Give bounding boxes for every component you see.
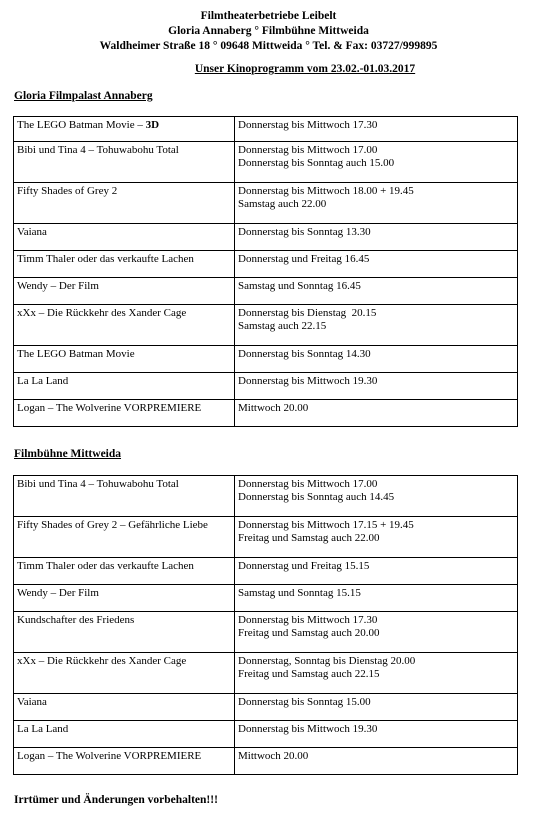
table-row	[14, 346, 518, 373]
table-row	[14, 183, 518, 224]
table-row	[14, 517, 518, 558]
film-title-cell: Wendy – Der Film	[14, 278, 235, 305]
showtimes-cell: Donnerstag und Freitag 16.45	[235, 251, 518, 278]
table-row	[14, 558, 518, 585]
film-title-cell: Fifty Shades of Grey 2	[14, 183, 235, 224]
showtimes-cell: Donnerstag bis Mittwoch 19.30	[235, 721, 518, 748]
showtimes-cell: Donnerstag bis Mittwoch 18.00 + 19.45 Samstag auch 22.00	[235, 183, 518, 224]
showtimes-cell: Samstag und Sonntag 15.15	[235, 585, 518, 612]
film-title-cell: Vaiana	[14, 224, 235, 251]
section-heading-mittweida: Filmbühne Mittweida	[14, 448, 122, 460]
film-title-cell: Vaiana	[14, 694, 235, 721]
film-title-cell: The LEGO Batman Movie	[14, 346, 235, 373]
film-title-cell: Fifty Shades of Grey 2 – Gefährliche Liebe	[14, 517, 235, 558]
film-title-cell: Bibi und Tina 4 – Tohuwabohu Total	[14, 476, 235, 517]
showtimes-cell: Samstag und Sonntag 16.45	[235, 278, 518, 305]
section-heading-annaberg: Gloria Filmpalast Annaberg	[14, 90, 153, 102]
showtimes-cell: Donnerstag, Sonntag bis Dienstag 20.00 Freitag und Samstag auch 22.15	[235, 653, 518, 694]
film-title-cell: Timm Thaler oder das verkaufte Lachen	[14, 558, 235, 585]
showtimes-cell: Mittwoch 20.00	[235, 400, 518, 427]
table-row	[14, 373, 518, 400]
showtimes-cell: Donnerstag bis Mittwoch 17.00 Donnerstag bis Sonntag auch 15.00	[235, 142, 518, 183]
showtimes-cell: Donnerstag bis Mittwoch 17.15 + 19.45 Freitag und Samstag auch 22.00	[235, 517, 518, 558]
film-title-cell: Logan – The Wolverine VORPREMIERE	[14, 400, 235, 427]
schedule-table-mittweida	[13, 475, 518, 775]
table-row	[14, 251, 518, 278]
film-title-cell: Kundschafter des Friedens	[14, 612, 235, 653]
film-title-cell: Timm Thaler oder das verkaufte Lachen	[14, 251, 235, 278]
table-row	[14, 305, 518, 346]
table-row	[14, 142, 518, 183]
showtimes-cell: Mittwoch 20.00	[235, 748, 518, 775]
disclaimer: Irrtümer und Änderungen vorbehalten!!!	[14, 794, 218, 806]
table-row	[14, 400, 518, 427]
table-row	[14, 721, 518, 748]
showtimes-cell: Donnerstag bis Sonntag 15.00	[235, 694, 518, 721]
film-title-cell: xXx – Die Rückkehr des Xander Cage	[14, 653, 235, 694]
3d-badge: 3D	[145, 119, 160, 131]
table-row	[14, 694, 518, 721]
film-title-cell: Bibi und Tina 4 – Tohuwabohu Total	[14, 142, 235, 183]
table-row	[14, 612, 518, 653]
showtimes-cell: Donnerstag bis Sonntag 13.30	[235, 224, 518, 251]
film-title-cell: Logan – The Wolverine VORPREMIERE	[14, 748, 235, 775]
showtimes-cell: Donnerstag bis Mittwoch 17.00 Donnerstag bis Sonntag auch 14.45	[235, 476, 518, 517]
program-title: Unser Kinoprogramm vom 23.02.-01.03.2017	[194, 63, 416, 75]
film-title-cell: xXx – Die Rückkehr des Xander Cage	[14, 305, 235, 346]
table-row	[14, 224, 518, 251]
showtimes-cell: Donnerstag bis Mittwoch 17.30	[235, 117, 518, 142]
showtimes-cell: Donnerstag bis Mittwoch 19.30	[235, 373, 518, 400]
film-title-cell: The LEGO Batman Movie – 3D	[14, 117, 235, 142]
showtimes-cell: Donnerstag bis Dienstag 20.15 Samstag auch 22.15	[235, 305, 518, 346]
table-row	[14, 748, 518, 775]
film-title-cell: Wendy – Der Film	[14, 585, 235, 612]
document-header	[0, 9, 537, 54]
showtimes-cell: Donnerstag bis Sonntag 14.30	[235, 346, 518, 373]
venue-names: Gloria Annaberg ° Filmbühne Mittweida	[168, 25, 369, 37]
showtimes-cell: Donnerstag bis Mittwoch 17.30 Freitag und Samstag auch 20.00	[235, 612, 518, 653]
company-name: Filmtheaterbetriebe Leibelt	[200, 10, 337, 22]
table-row	[14, 476, 518, 517]
table-row	[14, 117, 518, 142]
table-row	[14, 653, 518, 694]
film-title-cell: La La Land	[14, 373, 235, 400]
table-row	[14, 585, 518, 612]
film-title-cell: La La Land	[14, 721, 235, 748]
contact-address: Waldheimer Straße 18 ° 09648 Mittweida ° Tel. & Fax: 03727/999895	[99, 40, 438, 52]
showtimes-cell: Donnerstag und Freitag 15.15	[235, 558, 518, 585]
schedule-table-annaberg	[13, 116, 518, 427]
table-row	[14, 278, 518, 305]
